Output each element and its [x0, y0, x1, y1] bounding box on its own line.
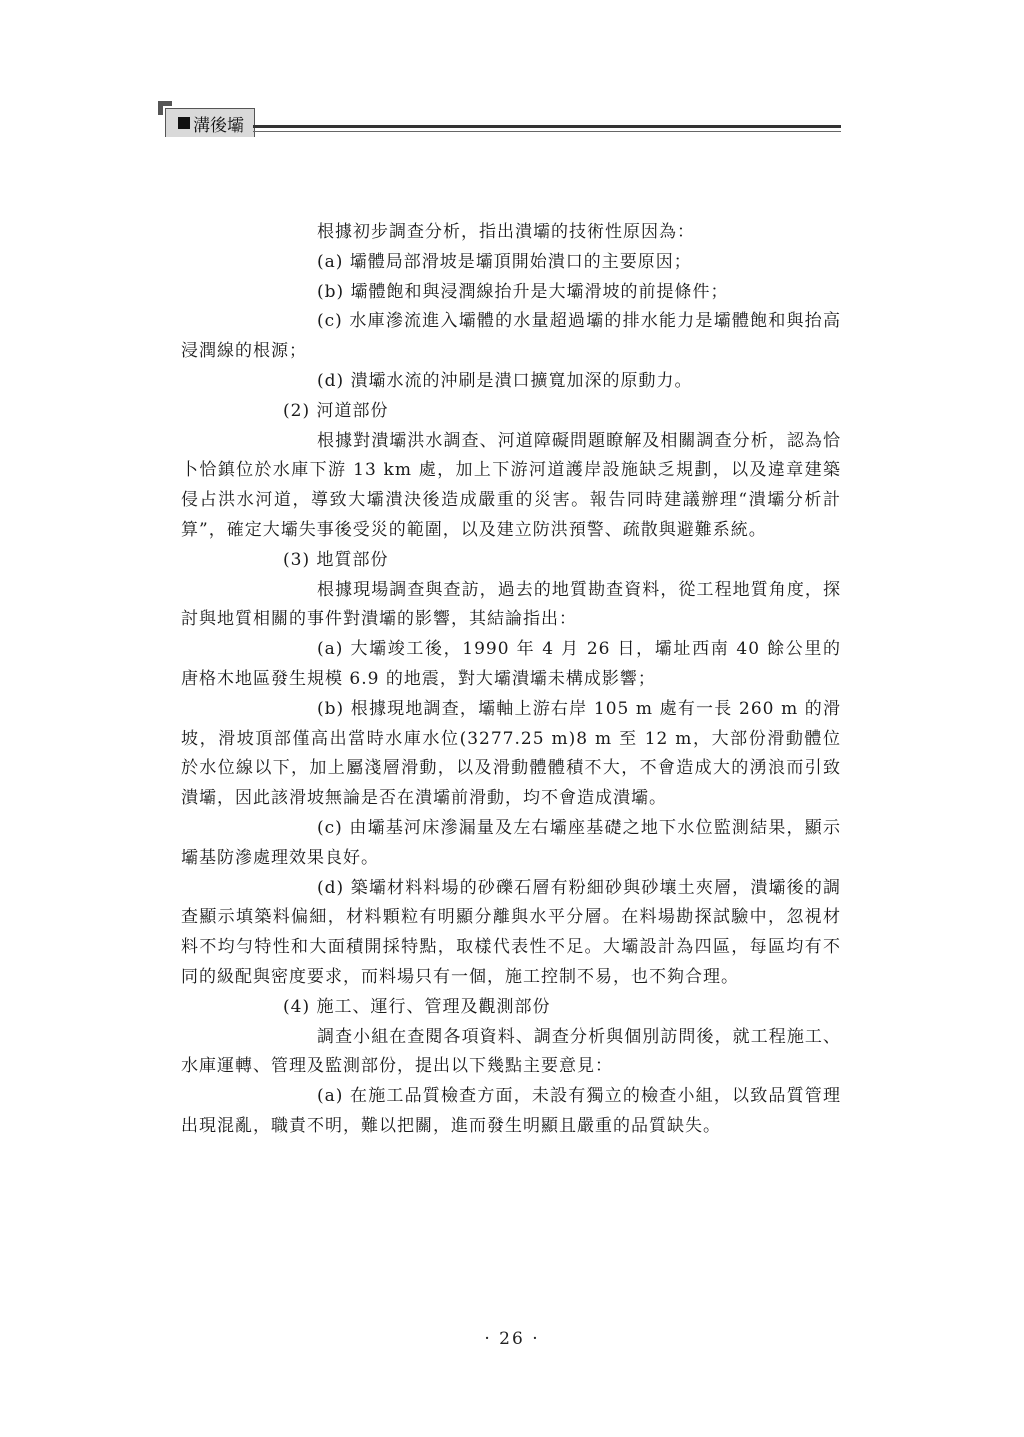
paragraph: 根據對潰壩洪水調查、河道障礙問題瞭解及相關調查分析，認為恰卜恰鎮位於水庫下游 13 km 處，加上下游河道護岸設施缺乏規劃，以及違章建築侵占洪水河道，導致大壩潰決後造成嚴重的災害。報告同時建議辦理“潰壩分析計算”，確定大壩失事後受災的範圍，以及建立防洪預警、疏散與避難系統。 — [181, 430, 841, 540]
paragraph: (b) 壩體飽和與浸潤線抬升是大壩滑坡的前提條件； — [317, 281, 729, 302]
header-tab — [165, 108, 255, 137]
paragraph: (a) 壩體局部滑坡是壩頂開始潰口的主要原因； — [317, 251, 692, 272]
paragraph: (a) 在施工品質檢查方面，未設有獨立的檢查小組，以致品質管理出現混亂，職責不明，難以把關，進而發生明顯且嚴重的品質缺失。 — [181, 1086, 841, 1136]
paragraph: (c) 水庫滲流進入壩體的水量超過壩的排水能力是壩體飽和與抬高浸潤線的根源； — [181, 311, 841, 362]
paragraph: (4) 施工、運行、管理及觀測部份 — [283, 996, 551, 1017]
paragraph: (d) 築壩材料料場的砂礫石層有粉細砂與砂壤土夾層，潰壩後的調查顯示填築料偏細，材料顆粒有明顯分離與水平分層。在料場勘探試驗中，忽視材料不均勻特性和大面積開採特點，取樣代表性不足。大壩設計為四區，每區均有不同的級配與密度要求，而料場只有一個，施工控制不易，也不夠合理。 — [181, 877, 841, 987]
square-bullet-icon — [178, 117, 190, 129]
paragraph: (d) 潰壩水流的沖刷是潰口擴寬加深的原動力。 — [317, 370, 693, 391]
header-title: 溝後壩 — [193, 115, 244, 136]
header-rule — [253, 125, 841, 128]
paragraph: (3) 地質部份 — [283, 549, 389, 570]
header-rule-thin — [253, 131, 841, 132]
page-number: · 26 · — [484, 1329, 540, 1349]
paragraph: 根據現場調查與查訪，過去的地質勘查資料，從工程地質角度，探討與地質相關的事件對潰壩的影響，其結論指出： — [181, 579, 841, 630]
paragraph: (2) 河道部份 — [283, 400, 389, 421]
paragraph: (c) 由壩基河床滲漏量及左右壩座基礎之地下水位監測結果，顯示壩基防滲處理效果良好。 — [181, 817, 841, 868]
paragraph: 根據初步調查分析，指出潰壩的技術性原因為： — [317, 222, 695, 242]
paragraph: (b) 根據現地調查，壩軸上游右岸 105 m 處有一長 260 m 的滑坡，滑坡頂部僅高出當時水庫水位(3277.25 m)8 m 至 12 m，大部份滑動體位於水位線以下，加上屬淺層滑動，以及滑動體體積不大，不會造成大的湧浪而引致潰壩，因此該滑坡無論是否在潰壩前滑動，均不會造成潰壩。 — [181, 698, 841, 809]
running-header — [165, 96, 841, 136]
paragraph: 調查小組在查閱各項資料、調查分析與個別訪問後，就工程施工、水庫運轉、管理及監測部份，提出以下幾點主要意見： — [181, 1026, 841, 1077]
body-text — [181, 218, 841, 1142]
paragraph: (a) 大壩竣工後，1990 年 4 月 26 日，壩址西南 40 餘公里的唐格木地區發生規模 6.9 的地震，對大壩潰壩未構成影響； — [181, 639, 841, 689]
